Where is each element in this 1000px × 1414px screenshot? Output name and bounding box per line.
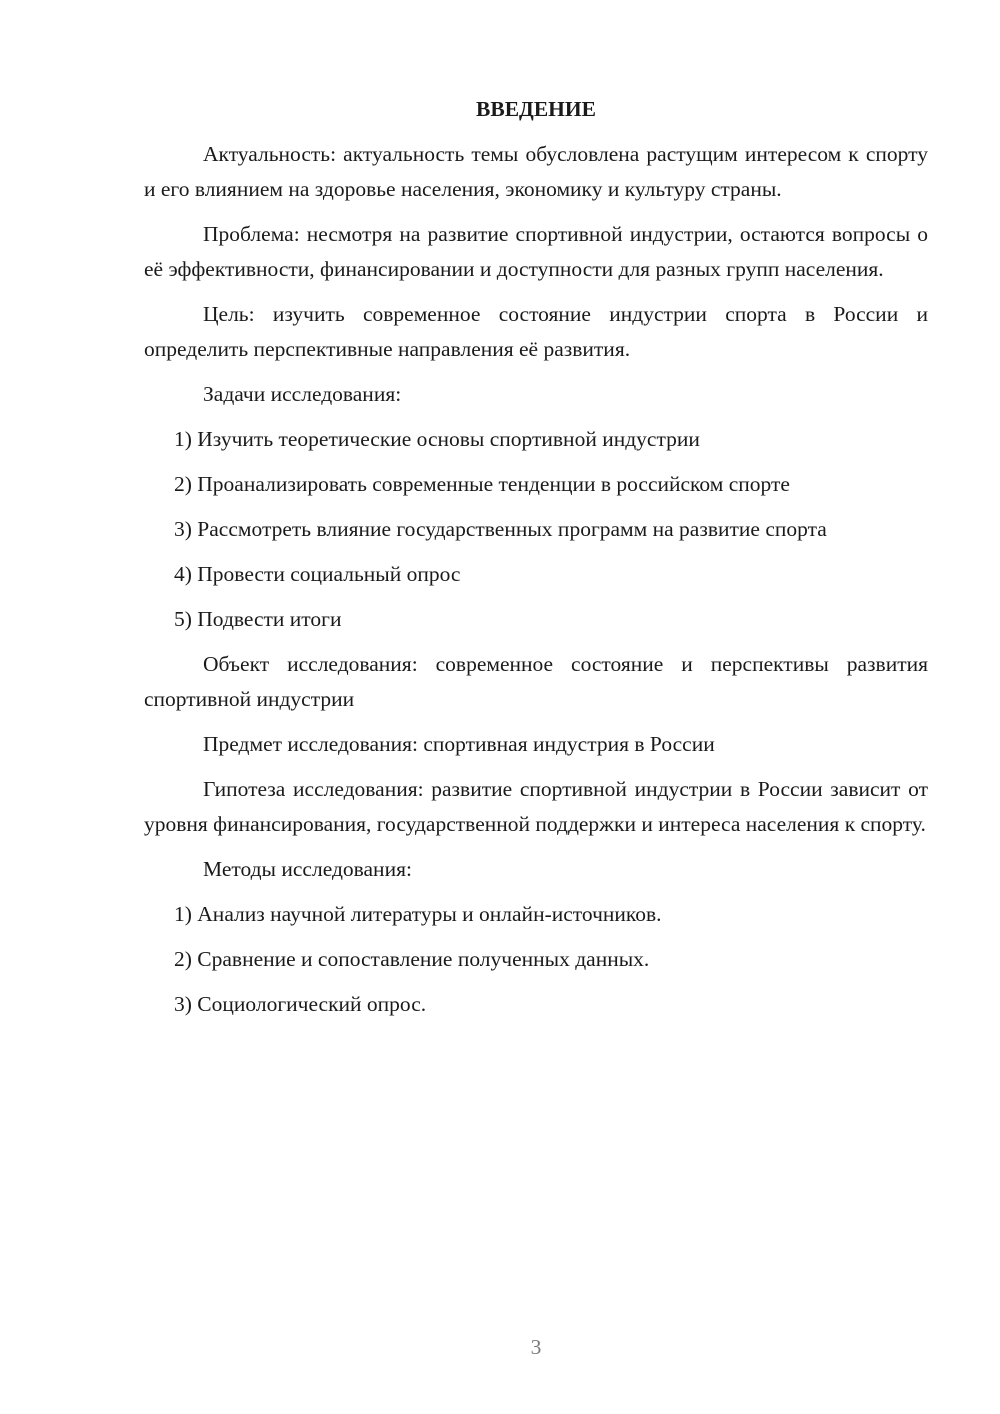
page-number: 3 xyxy=(530,1335,542,1359)
method-item: 1) Анализ научной литературы и онлайн-источников. xyxy=(174,902,662,926)
task-item: 1) Изучить теоретические основы спортивной индустрии xyxy=(174,427,700,451)
goal-paragraph: Цель: изучить современное состояние индустрии спорта в России и определить перспективные направления её развития. xyxy=(144,302,928,361)
task-item: 4) Провести социальный опрос xyxy=(174,562,461,586)
method-item: 3) Социологический опрос. xyxy=(174,992,427,1016)
task-item: 2) Проанализировать современные тенденции в российском спорте xyxy=(174,472,790,496)
hypothesis-paragraph: Гипотеза исследования: развитие спортивной индустрии в России зависит от уровня финансирования, государственной поддержки и интереса населения к спорту. xyxy=(144,777,928,836)
document-page xyxy=(144,92,928,1032)
subject-paragraph: Предмет исследования: спортивная индустрия в России xyxy=(203,732,715,756)
method-item: 2) Сравнение и сопоставление полученных данных. xyxy=(174,947,650,971)
task-item: 5) Подвести итоги xyxy=(174,607,342,631)
section-title: ВВЕДЕНИЕ xyxy=(476,97,596,121)
tasks-heading: Задачи исследования: xyxy=(203,382,402,406)
problem-paragraph: Проблема: несмотря на развитие спортивной индустрии, остаются вопросы о её эффективности, финансировании и доступности для разных групп населения. xyxy=(144,222,928,281)
relevance-paragraph: Актуальность: актуальность темы обусловлена растущим интересом к спорту и его влиянием на здоровье населения, экономику и культуру страны. xyxy=(144,142,928,201)
object-paragraph: Объект исследования: современное состояние и перспективы развития спортивной индустрии xyxy=(144,652,928,711)
task-item: 3) Рассмотреть влияние государственных программ на развитие спорта xyxy=(174,517,827,541)
methods-heading: Методы исследования: xyxy=(203,857,412,881)
